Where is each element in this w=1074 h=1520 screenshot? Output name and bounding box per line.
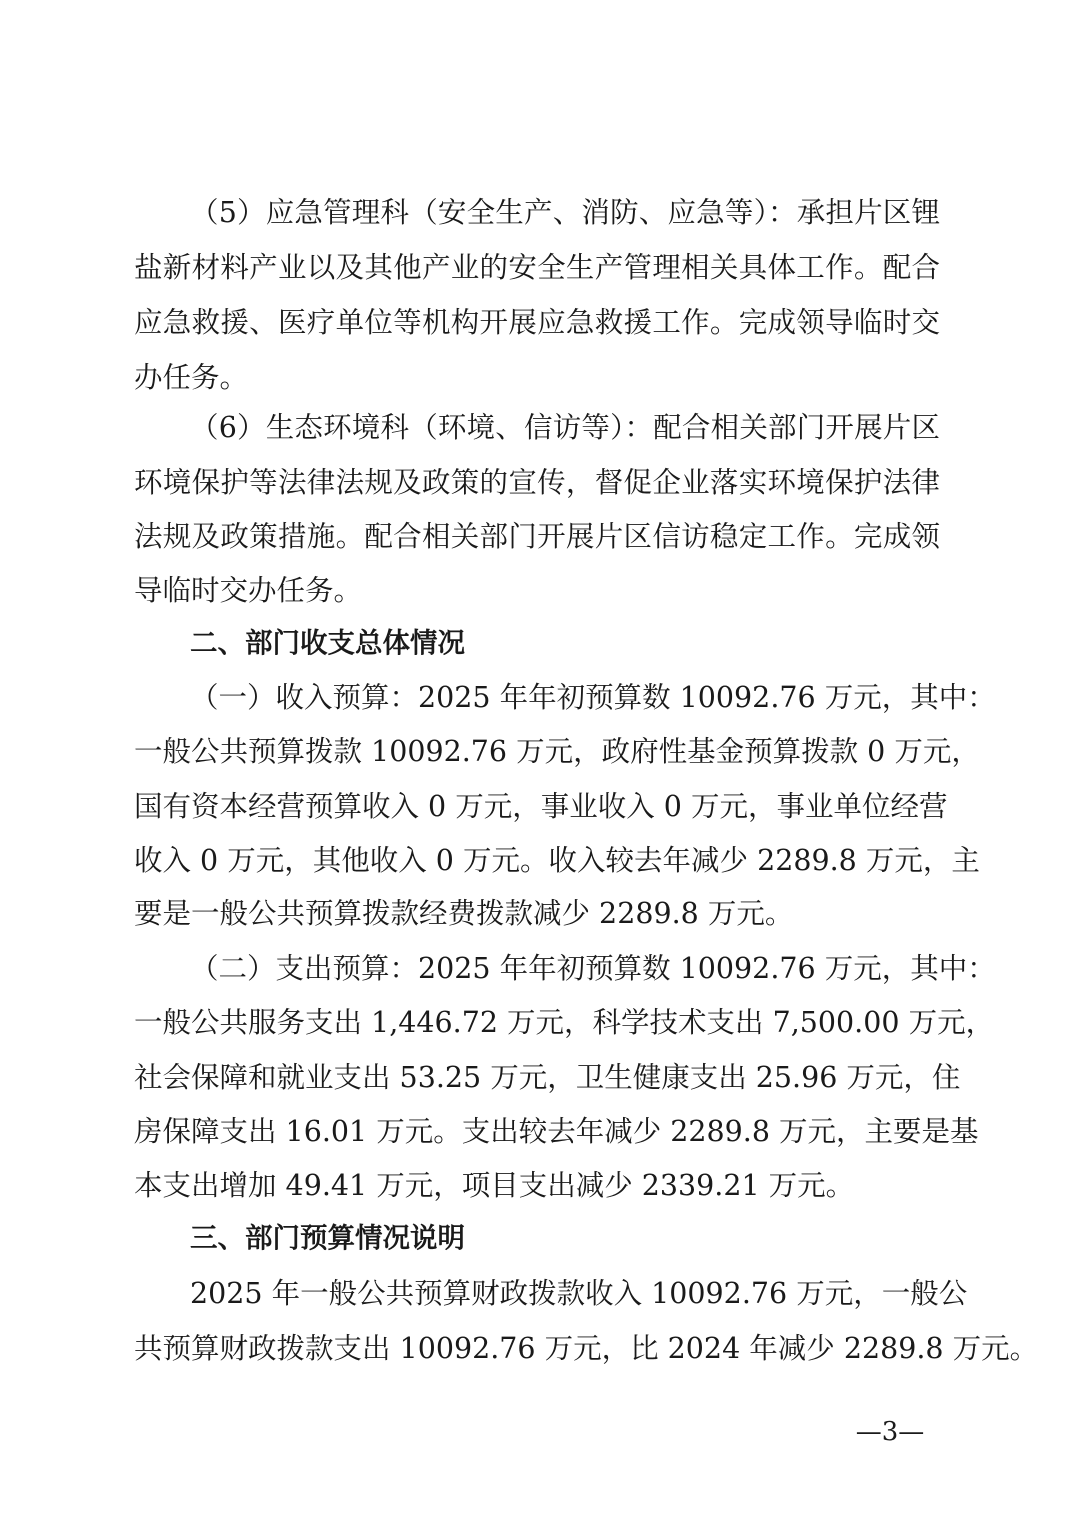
paragraph-emergency-line-2: 盐新材料产业以及其他产业的安全生产管理相关具体工作。配合	[134, 251, 940, 284]
paragraph-expense-line-3: 社会保障和就业支出 53.25 万元，卫生健康支出 25.96 万元，住	[134, 1061, 961, 1094]
paragraph-emergency-line-4: 办任务。	[134, 361, 249, 394]
paragraph-expense-line-4: 房保障支出 16.01 万元。支出较去年减少 2289.8 万元，主要是基	[134, 1115, 979, 1148]
paragraph-expense-line-2: 一般公共服务支出 1,446.72 万元，科学技术支出 7,500.00 万元，	[134, 1006, 995, 1039]
paragraph-ecology-line-1: （6）生态环境科（环境、信访等）：配合相关部门开展片区	[190, 411, 940, 444]
paragraph-emergency-line-1: （5）应急管理科（安全生产、消防、应急等）：承担片区锂	[190, 196, 940, 229]
paragraph-income-line-3: 国有资本经营预算收入 0 万元，事业收入 0 万元，事业单位经营	[134, 790, 948, 823]
paragraph-expense-line-5: 本支出增加 49.41 万元，项目支出减少 2339.21 万元。	[134, 1169, 855, 1202]
paragraph-emergency-line-3: 应急救援、医疗单位等机构开展应急救援工作。完成领导临时交	[134, 306, 940, 339]
paragraph-income-line-2: 一般公共预算拨款 10092.76 万元，政府性基金预算拨款 0 万元，	[134, 735, 980, 768]
paragraph-expense-line-1: （二）支出预算：2025 年年初预算数 10092.76 万元，其中：	[190, 952, 996, 985]
paragraph-ecology-line-2: 环境保护等法律法规及政策的宣传，督促企业落实环境保护法律	[134, 466, 940, 499]
paragraph-income-line-5: 要是一般公共预算拨款经费拨款减少 2289.8 万元。	[134, 897, 794, 930]
paragraph-fiscal-line-1: 2025 年一般公共预算财政拨款收入 10092.76 万元，一般公	[190, 1277, 968, 1310]
paragraph-income-line-4: 收入 0 万元，其他收入 0 万元。收入较去年减少 2289.8 万元，主	[134, 844, 980, 877]
page-number: —3—	[855, 1417, 925, 1447]
paragraph-ecology-line-4: 导临时交办任务。	[134, 574, 363, 607]
section-heading-budget-explanation: 三、部门预算情况说明	[190, 1222, 465, 1254]
section-heading-budget-overview: 二、部门收支总体情况	[190, 627, 465, 659]
paragraph-income-line-1: （一）收入预算：2025 年年初预算数 10092.76 万元，其中：	[190, 681, 996, 714]
paragraph-ecology-line-3: 法规及政策措施。配合相关部门开展片区信访稳定工作。完成领	[134, 520, 940, 553]
paragraph-fiscal-line-2: 共预算财政拨款支出 10092.76 万元，比 2024 年减少 2289.8 万元。	[134, 1332, 1039, 1365]
